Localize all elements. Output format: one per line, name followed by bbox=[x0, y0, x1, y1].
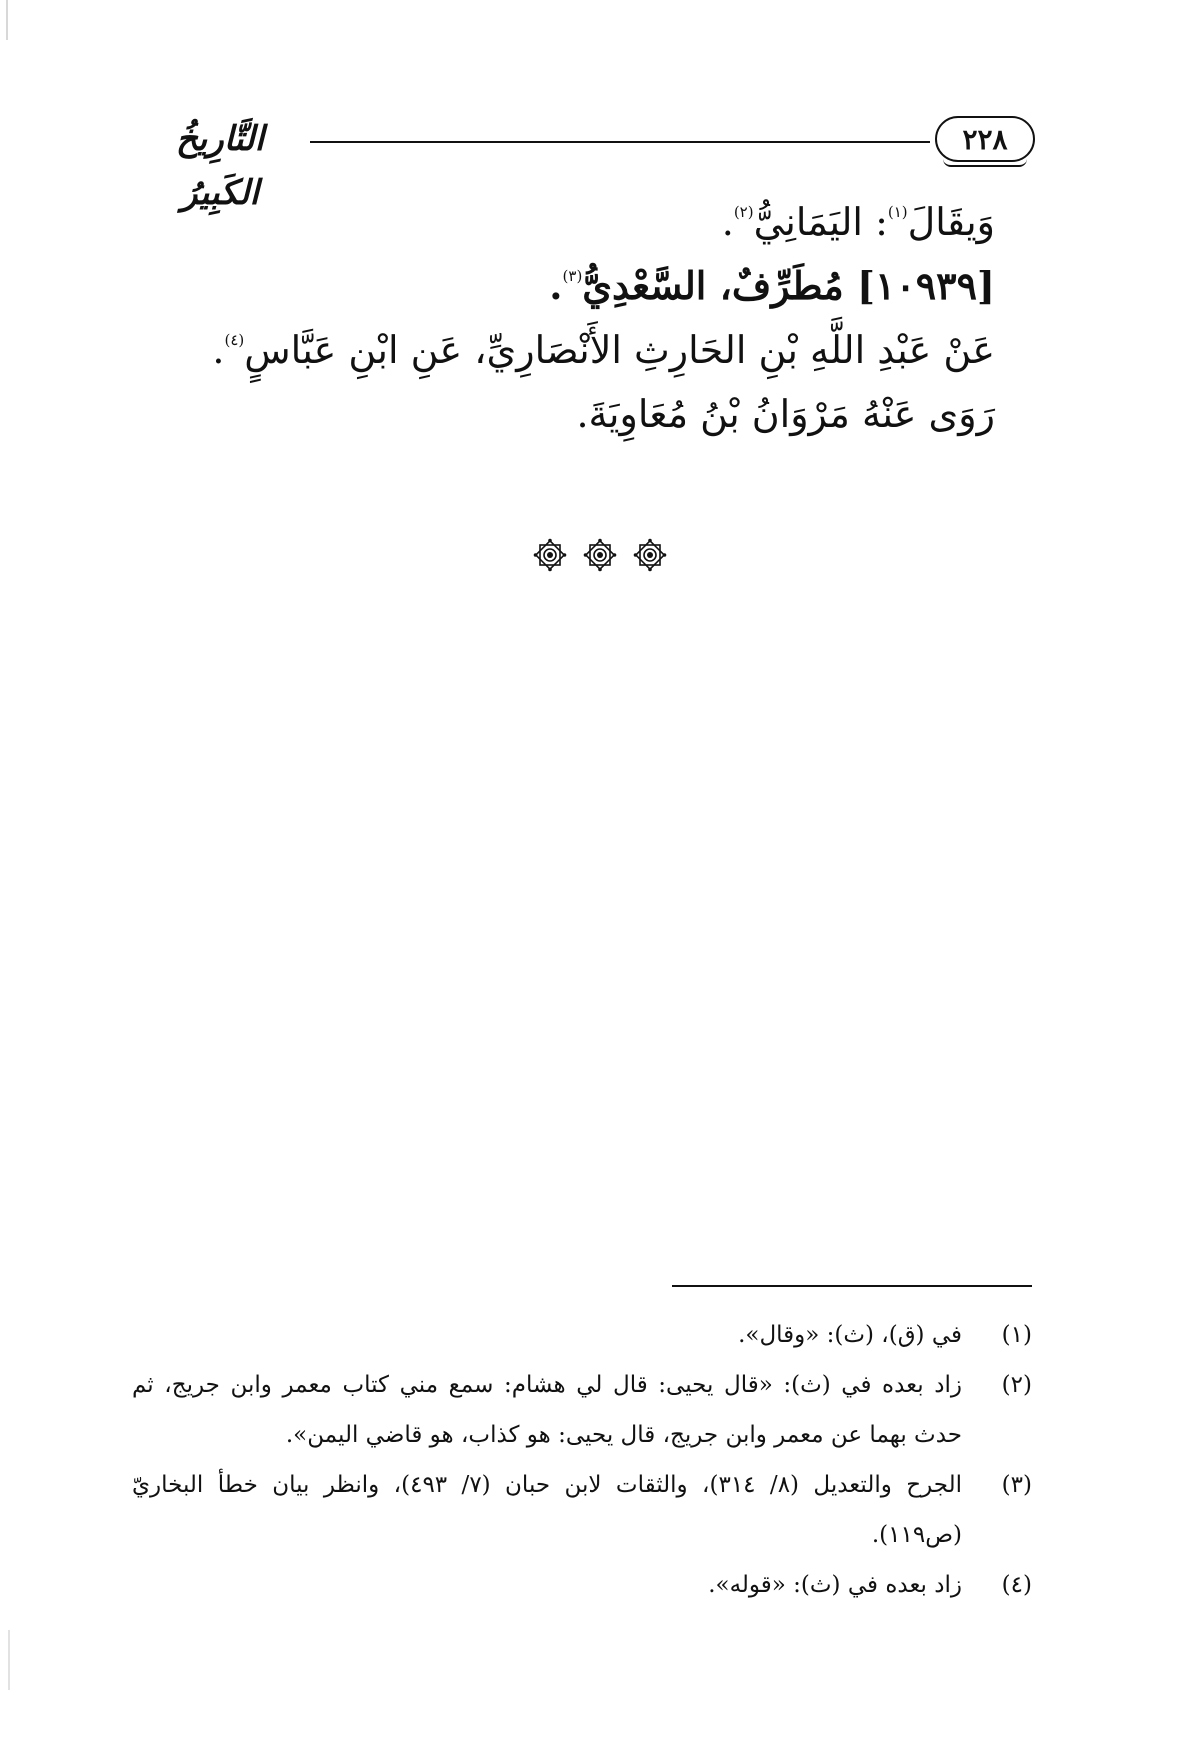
footnote-item bbox=[132, 1360, 1032, 1460]
footnote-number: (٤) bbox=[1001, 1572, 1032, 1598]
entry-number: [١٠٩٣٩] bbox=[856, 263, 995, 308]
section-divider-ornaments bbox=[0, 538, 1200, 572]
footnote-text: زاد بعده في (ث): «قوله». bbox=[708, 1572, 962, 1598]
footnote-number: (١) bbox=[1001, 1322, 1032, 1348]
text-line-1-rest: : اليَمَانِيُّ bbox=[753, 200, 888, 244]
entry-name: مُطَرِّفٌ، السَّعْدِيُّ bbox=[582, 263, 844, 308]
entry-end: . bbox=[549, 263, 563, 308]
footnotes bbox=[132, 1310, 1032, 1610]
main-text bbox=[175, 190, 995, 446]
footnote-item bbox=[132, 1460, 1032, 1560]
page-number: ٢٢٨ bbox=[935, 116, 1035, 162]
footnote-number: (٢) bbox=[1001, 1372, 1032, 1398]
text-line-3-text: عَنْ عَبْدِ اللَّهِ بْنِ الحَارِثِ الأَنْصَارِيِّ، عَنِ ابْنِ عَبَّاسٍ bbox=[244, 328, 995, 372]
page-header bbox=[135, 112, 1035, 213]
text-line-1-end: . bbox=[721, 200, 734, 244]
entry-heading bbox=[175, 254, 995, 318]
floral-ornament-icon bbox=[583, 538, 617, 572]
footnote-text: زاد بعده في (ث): «قال يحيى: قال لي هشام: سمع مني كتاب معمر وابن جريج، ثم حدث بهما عن معمر وابن جريج، قال يحيى: هو كذاب، هو قاضي اليمن». bbox=[132, 1372, 962, 1448]
footnote-ref-3: (٣) bbox=[562, 267, 583, 285]
scan-edge-bottom bbox=[8, 1630, 10, 1690]
text-line-1 bbox=[175, 190, 995, 254]
book-title: التَّارِيخُ الكَبِيرُ bbox=[175, 119, 265, 213]
footnote-item bbox=[132, 1560, 1032, 1610]
text-line-1-start: وَيقَالَ bbox=[907, 200, 995, 244]
header-rule bbox=[310, 141, 930, 143]
floral-ornament-icon bbox=[533, 538, 567, 572]
footnote-number: (٣) bbox=[1001, 1472, 1032, 1498]
text-line-3-end: . bbox=[212, 328, 225, 372]
text-line-4: رَوَى عَنْهُ مَرْوَانُ بْنُ مُعَاوِيَةَ. bbox=[576, 392, 995, 436]
text-line-3 bbox=[175, 318, 995, 382]
footnote-ref-1: (١) bbox=[887, 203, 908, 221]
footnote-ref-2: (٢) bbox=[733, 203, 754, 221]
footnote-item bbox=[132, 1310, 1032, 1360]
footnote-separator bbox=[672, 1285, 1032, 1287]
footnote-text: الجرح والتعديل (٨/ ٣١٤)، والثقات لابن حبان (٧/ ٤٩٣)، وانظر بيان خطأ البخاريّ (ص١١٩). bbox=[132, 1472, 963, 1548]
footnote-ref-4: (٤) bbox=[224, 331, 245, 349]
footnote-text: في (ق)، (ث): «وقال». bbox=[738, 1322, 962, 1348]
floral-ornament-icon bbox=[633, 538, 667, 572]
scan-edge-top bbox=[6, 0, 8, 40]
